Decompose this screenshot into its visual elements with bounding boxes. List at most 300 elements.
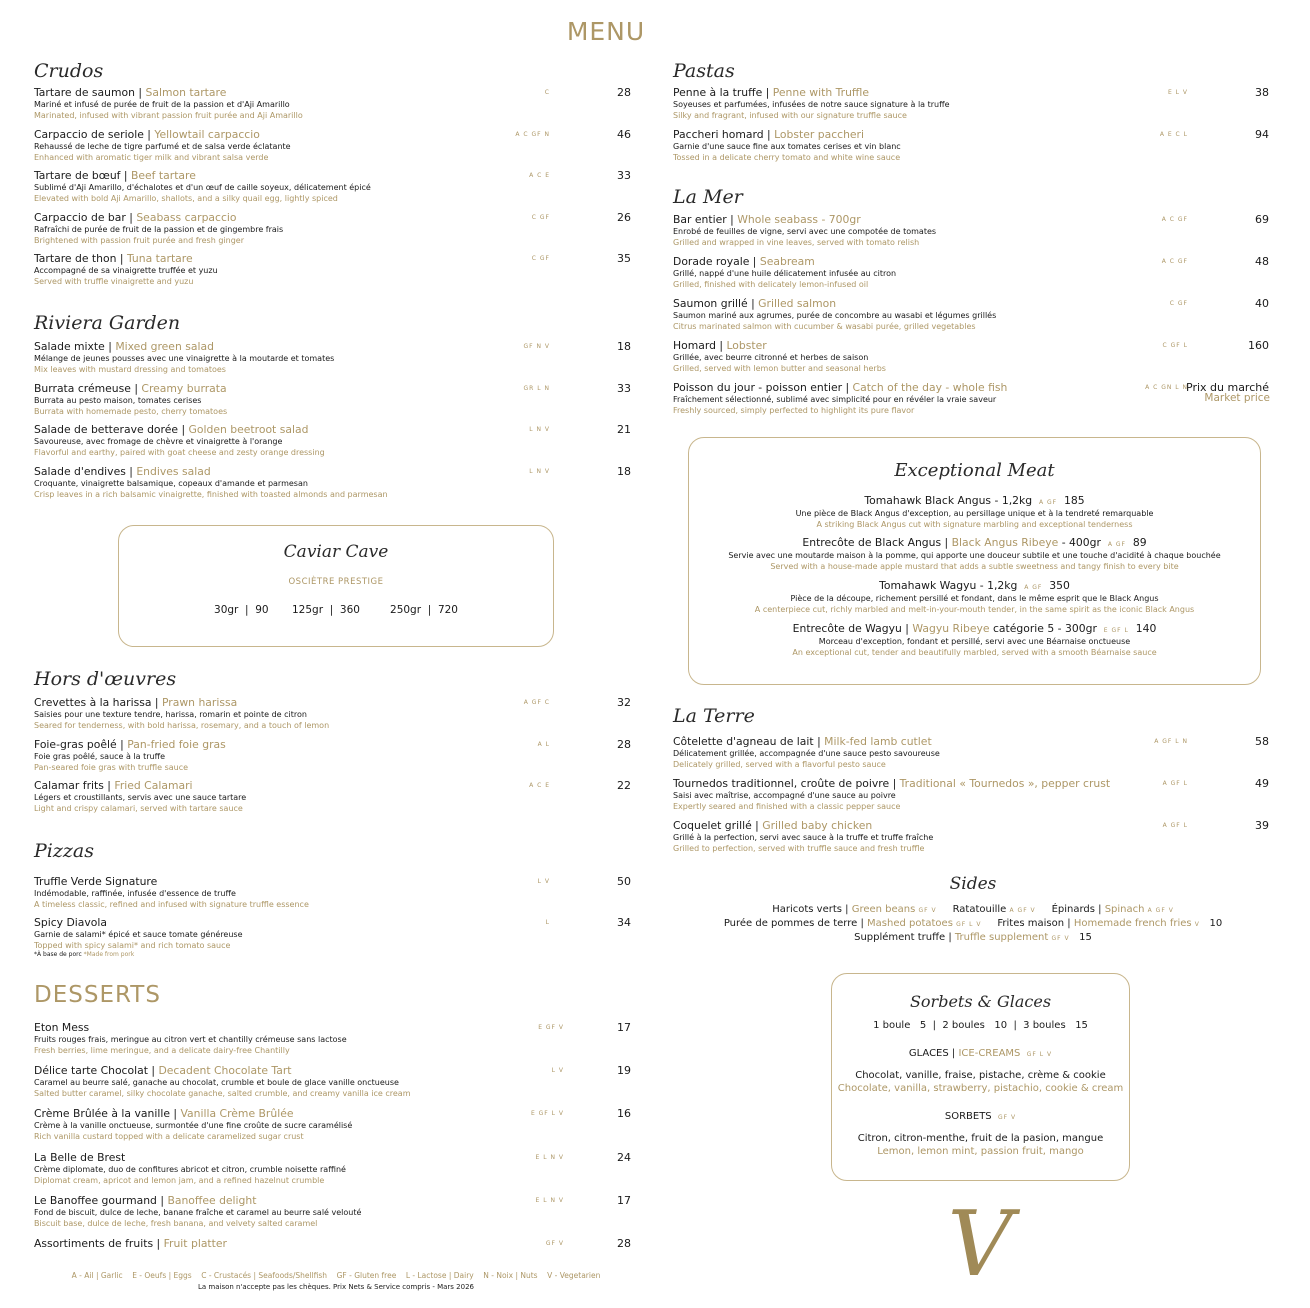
allergen-code: A GF — [1024, 584, 1043, 591]
menu-item — [673, 128, 901, 163]
menu-item — [34, 1194, 361, 1229]
menu-item — [673, 297, 996, 332]
side-fries: Frites maison | Homemade french fries V 10 — [997, 918, 1223, 929]
item-name-en: Fruit platter — [163, 1237, 227, 1250]
item-name-fr: Foie-gras poêlé — [34, 737, 117, 751]
item-name-en: Pan-fried foie gras — [127, 737, 226, 751]
item-name-fr: Assortiments de fruits — [34, 1237, 154, 1250]
item-desc-en: Burrata with homemade pesto, cherry tomatoes — [34, 406, 228, 416]
allergen-code: A C GF — [1161, 216, 1188, 223]
meat-desc-fr: Pièce de la découpe, richement persillé et fondant, dans le même esprit que le Black Angus — [790, 594, 1159, 603]
item-name-fr: Truffle Verde Signature — [34, 875, 158, 888]
item-desc-fr: Garnie d'une sauce fine aux tomates cerises et vin blanc — [673, 141, 901, 151]
item-desc-en: Biscuit base, dulce de leche, fresh banana, and velvety salted caramel — [34, 1219, 318, 1228]
item-name: Carpaccio de bar | Seabass carpaccio — [34, 210, 237, 224]
item-desc-fr: Crème diplomate, duo de confitures abricot et citron, crumble noisette raffiné — [34, 1165, 346, 1174]
menu-item — [34, 423, 325, 458]
allergen-code: L — [545, 919, 550, 926]
item-name-en: Whole seabass - 700gr — [737, 213, 861, 226]
item-name-en: Catch of the day - whole fish — [852, 381, 1008, 394]
item-name-en: Milk-fed lamb cutlet — [824, 735, 932, 748]
caviar-size-1: 30gr — [214, 604, 239, 616]
sides-row-2 — [673, 918, 1273, 929]
side-mashed: Purée de pommes de terre | Mashed potatoes GF L V — [723, 918, 982, 929]
item-name — [34, 875, 309, 888]
menu-item — [673, 381, 1007, 416]
menu-item — [673, 213, 936, 248]
item-desc-en: Fresh berries, lime meringue, and a delicate dairy-free Chantilly — [34, 1046, 290, 1055]
item-name: Le Banoffee gourmand | Banoffee delight — [34, 1194, 257, 1207]
menu-item — [673, 777, 1110, 812]
crudos-title: Crudos — [34, 60, 104, 82]
allergen-code: C GF — [531, 213, 550, 221]
menu-item — [34, 1151, 346, 1186]
meat-name-tail: catégorie 5 - 300gr — [989, 622, 1097, 635]
item-price: 50 — [617, 875, 631, 888]
allergen-code: A C GF N — [515, 130, 550, 138]
item-desc-en: Pan-seared foie gras with truffle sauce — [34, 762, 189, 772]
item-name: Crevettes à la harissa | Prawn harissa — [34, 696, 238, 709]
menu-item — [34, 875, 309, 910]
caviar-price-2: 360 — [339, 604, 360, 616]
allergen-code: A C E — [529, 172, 550, 179]
item-desc-en: Rich vanilla custard topped with a delicate caramelized sugar crust — [34, 1132, 304, 1141]
item-name-fr: Eton Mess — [34, 1021, 90, 1034]
item-desc-en: Flavorful and earthy, paired with goat cheese and zesty orange dressing — [34, 448, 325, 457]
item-desc-en: Grilled, finished with delicately lemon-infused oil — [673, 280, 869, 289]
item-name-en: Golden beetroot salad — [188, 423, 309, 436]
meat-desc-fr: Une pièce de Black Angus d'exception, au persillage unique et à la tendreté remarquable — [795, 509, 1154, 518]
item-desc-en: Diplomat cream, apricot and lemon jam, and a refined hazelnut crumble — [34, 1176, 325, 1185]
item-name: Crème Brûlée à la vanille | Vanilla Crème Brûlée — [34, 1107, 294, 1120]
item-desc-fr: Saisies pour une texture tendre, harissa, romarin et pointe de citron — [34, 710, 307, 719]
item-name: Burrata crémeuse | Creamy burrata — [34, 381, 227, 395]
item-name-en: Beef tartare — [130, 169, 196, 182]
item-price: 69 — [1255, 213, 1269, 226]
terre-title: La Terre — [673, 705, 755, 727]
menu-item — [673, 819, 933, 854]
item-name-en: Endives salad — [136, 464, 211, 478]
pork-note-en: *Made from pork — [83, 951, 135, 958]
allergen-code: L V — [537, 878, 550, 885]
item-desc-fr: Rehaussé de leche de tigre parfumé et de salsa verde éclatante — [34, 141, 291, 151]
side-ratatouille: Ratatouille A GF V — [952, 904, 1036, 915]
item-name: Tartare de saumon | Salmon tartare — [34, 86, 227, 99]
item-name-en: Banoffee delight — [167, 1194, 257, 1207]
caviar-size-2: 125gr — [292, 604, 324, 616]
item-price: 49 — [1255, 777, 1269, 790]
allergen-code: GF V — [545, 1240, 564, 1247]
item-name-fr: Homard — [673, 339, 716, 352]
menu-item — [34, 382, 227, 417]
item-price: 160 — [1248, 339, 1269, 352]
item-name: Tartare de thon | Tuna tartare — [34, 252, 193, 265]
menu-item — [34, 128, 291, 163]
item-name-fr: Calamar frits — [34, 779, 104, 792]
menu-item — [34, 738, 226, 773]
item-name-en: Salmon tartare — [145, 86, 227, 99]
item-name-fr: Burrata crémeuse — [34, 381, 131, 395]
sides-row-1 — [673, 904, 1273, 915]
item-name — [34, 916, 243, 929]
item-name-fr: Poisson du jour - poisson entier — [673, 381, 843, 394]
item-desc-fr: Rafraîchi de purée de fruit de la passion et de gingembre frais — [34, 224, 284, 234]
item-desc-fr: Mariné et infusé de purée de fruit de la passion et d'Aji Amarillo — [34, 100, 290, 109]
item-name-fr: Spicy Diavola — [34, 916, 108, 929]
item-name-fr: Tartare de bœuf — [34, 169, 121, 182]
item-price: 34 — [617, 916, 631, 929]
item-name: Salade de betterave dorée | Golden beetroot salad — [34, 423, 309, 436]
menu-item — [34, 916, 243, 951]
item-desc-en: Grilled, served with lemon butter and seasonal herbs — [673, 364, 886, 373]
item-price: 17 — [617, 1021, 631, 1034]
allergen-code: A GF L N — [1154, 738, 1188, 745]
meat-desc-fr: Servie avec une moutarde maison à la pomme, qui apporte une douceur subtile et une touche d'acidité à chaque bouchée — [728, 551, 1221, 560]
item-desc-en: Salted butter caramel, silky chocolate ganache, salted crumble, and creamy vanilla ice cream — [34, 1089, 411, 1098]
allergen-code: A L — [537, 740, 550, 748]
item-desc-fr: Croquante, vinaigrette balsamique, copeaux d'amande et parmesan — [34, 478, 308, 488]
item-desc-fr: Caramel au beurre salé, ganache au chocolat, crumble et boule de glace vanille onctueuse — [34, 1078, 399, 1087]
item-price: 22 — [617, 779, 631, 792]
menu-item — [673, 339, 886, 374]
item-desc-en: Silky and fragrant, infused with our signature truffle sauce — [673, 111, 907, 120]
menu-item — [34, 340, 334, 375]
item-desc-fr: Délicatement grillée, accompagnée d'une sauce pesto savoureuse — [673, 749, 940, 758]
item-desc-fr: Mélange de jeunes pousses avec une vinaigrette à la moutarde et tomates — [34, 354, 335, 363]
item-price: 18 — [617, 464, 631, 478]
footer-note: La maison n'accepte pas les chèques. Prix Nets & Service compris - Mars 2026 — [198, 1283, 474, 1291]
allergen-code: C GF L — [1162, 342, 1188, 349]
item-name-fr: Le Banoffee gourmand — [34, 1194, 157, 1207]
caviar-title: Caviar Cave — [283, 542, 389, 562]
item-name-fr: Côtelette d'agneau de lait — [673, 735, 814, 748]
allergen-legend: A - Ail | Garlic E - Oeufs | Eggs C - Crustacés | Seafoods/Shellfish GF - Gluten free L - Lactose | Dairy N - Noix | Nuts V - Vegetarien — [71, 1271, 601, 1280]
item-name: Homard | Lobster — [673, 339, 767, 352]
item-name-fr: Coquelet grillé — [673, 819, 752, 832]
item-name-fr: Tartare de saumon — [34, 86, 135, 99]
item-name-en: Seabass carpaccio — [136, 210, 237, 224]
allergen-code: A C GN L N — [1145, 384, 1188, 391]
item-name-en: Grilled baby chicken — [762, 819, 873, 832]
item-price: 26 — [617, 210, 631, 224]
allergen-code: A GF L — [1162, 780, 1188, 787]
item-desc-en: Expertly seared and finished with a classic pepper sauce — [673, 802, 901, 811]
menu-item — [34, 779, 246, 814]
meat-item-name — [689, 494, 1260, 507]
menu-item — [34, 1107, 352, 1142]
item-desc-en: Delicately grilled, served with a flavorful pesto sauce — [673, 760, 886, 769]
caviar-size-3: 250gr — [390, 604, 422, 616]
allergen-code: L V — [551, 1067, 564, 1074]
glaces-list-fr: Chocolat, vanille, fraise, pistache, crème & cookie — [855, 1070, 1106, 1081]
allergen-code: A C GF — [1161, 258, 1188, 265]
meat-name-fr: Entrecôte de Wagyu — [792, 622, 902, 635]
item-price: 48 — [1255, 255, 1269, 268]
item-desc-fr: Foie gras poêlé, sauce à la truffe — [34, 751, 166, 761]
mer-title: La Mer — [673, 186, 743, 208]
item-name — [34, 1021, 347, 1034]
item-name: Tartare de bœuf | Beef tartare — [34, 169, 196, 182]
item-desc-en: Light and crispy calamari, served with tartare sauce — [34, 804, 243, 813]
menu-item — [34, 86, 303, 121]
item-desc-fr: Indémodable, raffinée, infusée d'essence de truffe — [34, 889, 236, 898]
hors-title: Hors d'œuvres — [34, 668, 177, 690]
caviar-subtitle: OSCIÈTRE PRESTIGE — [288, 577, 384, 587]
allergen-code: GR L N — [523, 384, 550, 392]
item-price: 28 — [617, 86, 631, 99]
meat-price: 350 — [1049, 579, 1070, 592]
item-desc-en: Topped with spicy salami* and rich tomato sauce — [34, 941, 231, 950]
item-name-en: Creamy burrata — [141, 381, 227, 395]
item-name-en: Tuna tartare — [126, 252, 193, 265]
item-desc-en: Brightened with passion fruit purée and fresh ginger — [34, 235, 244, 245]
item-name-fr: Salade d'endives — [34, 464, 126, 478]
sides-title: Sides — [949, 874, 997, 894]
item-desc-en: Freshly sourced, simply perfected to highlight its pure flavor — [673, 406, 915, 415]
item-name-en: Traditional « Tournedos », pepper crust — [899, 777, 1111, 790]
item-name: Paccheri homard | Lobster paccheri — [673, 127, 865, 141]
item-desc-en: Crisp leaves in a rich balsamic vinaigrette, finished with toasted almonds and parmesan — [34, 489, 388, 499]
item-name-en: Penne with Truffle — [772, 86, 869, 99]
caviar-box — [118, 525, 554, 647]
pork-note — [34, 951, 134, 958]
allergen-code: C GF — [1169, 300, 1188, 307]
allergen-code: A E C L — [1159, 130, 1188, 138]
item-name-fr: Saumon grillé — [673, 297, 748, 310]
item-name-fr: Dorade royale — [673, 255, 750, 268]
item-name-en: Yellowtail carpaccio — [154, 127, 260, 141]
item-desc-fr: Fruits rouges frais, meringue au citron vert et chantilly crémeuse sans lactose — [34, 1035, 347, 1044]
item-desc-en: Citrus marinated salmon with cucumber & wasabi purée, grilled vegetables — [673, 322, 976, 331]
item-desc-fr: Soyeuses et parfumées, infusées de notre sauce signature à la truffe — [673, 100, 950, 109]
item-name: Calamar frits | Fried Calamari — [34, 779, 193, 792]
item-name: Foie-gras poêlé | Pan-fried foie gras — [34, 737, 226, 751]
meat-name-fr: Tomahawk Wagyu - 1,2kg — [879, 579, 1018, 592]
item-price: 39 — [1255, 819, 1269, 832]
item-name: Carpaccio de seriole | Yellowtail carpaccio — [34, 127, 260, 141]
sides-row-3: Supplément truffe | Truffle supplement GF V 15 — [854, 932, 1092, 943]
item-name — [34, 1151, 346, 1164]
meat-name-fr: Tomahawk Black Angus - 1,2kg — [864, 494, 1033, 507]
item-name-en: Vanilla Crème Brûlée — [180, 1107, 294, 1120]
item-name-fr: Tournedos traditionnel, croûte de poivre — [673, 777, 890, 790]
item-desc-fr: Savoureuse, avec fromage de chèvre et vinaigrette à l'orange — [34, 437, 283, 446]
item-price: 33 — [617, 169, 631, 182]
item-desc-fr: Grillé à la perfection, servi avec sauce à la truffe et truffe fraîche — [673, 833, 934, 842]
item-desc-en: Tossed in a delicate cherry tomato and white wine sauce — [673, 152, 901, 162]
allergen-code: E L N V — [535, 1154, 564, 1161]
sorbets-heading: SORBETS GF V — [944, 1111, 1017, 1122]
item-desc-fr: Légers et croustillants, servis avec une sauce tartare — [34, 793, 247, 802]
meat-desc-en: A striking Black Angus cut with signature marbling and exceptional tenderness — [816, 520, 1133, 529]
item-desc-en: Marinated, infused with vibrant passion fruit purée and Aji Amarillo — [34, 111, 303, 120]
item-price: 46 — [617, 127, 631, 141]
item-desc-fr: Fond de biscuit, dulce de leche, banane fraîche et caramel au beurre salé velouté — [34, 1208, 362, 1217]
meat-price: 185 — [1063, 494, 1085, 507]
side-spinach: Épinards | Spinach A GF V — [1051, 904, 1174, 915]
item-name-fr: Salade mixte — [34, 340, 105, 353]
item-name: Côtelette d'agneau de lait | Milk-fed lamb cutlet — [673, 735, 932, 748]
meat-name-en: Black Angus Ribeye — [951, 536, 1059, 549]
pork-note-fr: *À base de porc — [34, 951, 82, 958]
item-price: 24 — [617, 1151, 631, 1164]
item-name-en: Decadent Chocolate Tart — [158, 1064, 292, 1077]
sorbets-box — [831, 973, 1130, 1181]
item-price: 21 — [617, 423, 631, 436]
caviar-price-1: 90 — [255, 604, 269, 616]
allergen-code: GF N V — [523, 343, 550, 350]
sorbets-list-en: Lemon, lemon mint, passion fruit, mango — [877, 1146, 1084, 1157]
meat-item-name: Entrecôte de Black Angus | Black Angus Ribeye - 400gr A GF 89 — [802, 536, 1147, 549]
item-desc-fr: Garnie de salami* épicé et sauce tomate généreuse — [34, 930, 243, 939]
item-name-fr: La Belle de Brest — [34, 1151, 126, 1164]
item-price: 35 — [617, 252, 631, 265]
meat-desc-en: An exceptional cut, tender and beautifully marbled, served with a smooth Béarnaise sauce — [792, 648, 1157, 657]
item-desc-en: A timeless classic, refined and infused with signature truffle essence — [34, 900, 309, 909]
menu-item — [34, 169, 371, 204]
allergen-code: A GF — [1107, 541, 1126, 548]
item-desc-en: Grilled to perfection, served with truffle sauce and fresh truffle — [673, 844, 925, 853]
item-name-en: Seabream — [759, 255, 815, 268]
meat-title: Exceptional Meat — [894, 460, 1055, 481]
item-name-fr: Bar entier — [673, 213, 727, 226]
menu-item — [34, 211, 283, 246]
scoop-prices: 1 boule 5 | 2 boules 10 | 3 boules 15 — [873, 1020, 1088, 1031]
side-green-beans: Haricots verts | Green beans GF V — [772, 904, 937, 915]
item-name-fr: Carpaccio de seriole — [34, 127, 144, 141]
allergen-code: L N V — [529, 426, 550, 433]
item-name-fr: Carpaccio de bar — [34, 210, 126, 224]
allergen-code: E L N V — [535, 1197, 564, 1204]
item-desc-en: Enhanced with aromatic tiger milk and vibrant salsa verde — [34, 152, 269, 162]
item-price: 32 — [617, 696, 631, 709]
item-name-en: Lobster — [726, 339, 767, 352]
item-price: 18 — [617, 340, 631, 353]
item-desc-fr: Fraîchement sélectionné, sublimé avec simplicité pour en révéler la vraie saveur — [673, 395, 997, 404]
item-price: 28 — [617, 1237, 631, 1250]
item-name: Saumon grillé | Grilled salmon — [673, 297, 837, 310]
item-desc-fr: Saumon mariné aux agrumes, purée de concombre au wasabi et légumes grillés — [673, 311, 997, 320]
item-desc-fr: Accompagné de sa vinaigrette truffée et yuzu — [34, 266, 218, 275]
item-name: Penne à la truffe | Penne with Truffle — [673, 86, 869, 99]
riviera-title: Riviera Garden — [34, 312, 181, 334]
item-desc-fr: Sublimé d'Aji Amarillo, d'échalotes et d'un œuf de caille soyeux, délicatement épicé — [34, 183, 371, 192]
item-price: 94 — [1255, 127, 1269, 141]
caviar-price-3: 720 — [437, 604, 458, 616]
item-price: 19 — [617, 1064, 631, 1077]
market-price-en: Market price — [1204, 392, 1270, 404]
allergen-code: A C E — [529, 782, 550, 789]
sorbets-title: Sorbets & Glaces — [909, 992, 1052, 1011]
meat-item-name: Entrecôte de Wagyu | Wagyu Ribeye catégorie 5 - 300gr E GF L 140 — [792, 622, 1157, 635]
item-name: Bar entier | Whole seabass - 700gr — [673, 213, 861, 226]
meat-desc-en: Served with a house-made apple mustard that adds a subtle sweetness and tangy finish to every bite — [770, 562, 1179, 571]
item-name: Salade mixte | Mixed green salad — [34, 340, 214, 353]
meat-price: 140 — [1135, 622, 1157, 635]
item-name-en: Mixed green salad — [115, 340, 214, 353]
item-price: 58 — [1255, 735, 1269, 748]
meat-item-name — [689, 579, 1260, 592]
item-name: Tournedos traditionnel, croûte de poivre | Traditional « Tournedos », pepper crust — [673, 777, 1111, 790]
item-desc-en: Served with truffle vinaigrette and yuzu — [34, 277, 194, 286]
item-desc-fr: Burrata au pesto maison, tomates cerises — [34, 395, 202, 405]
pastas-title: Pastas — [673, 60, 735, 82]
item-price: 38 — [1255, 86, 1269, 99]
item-name: Assortiments de fruits | Fruit platter — [34, 1237, 227, 1250]
meat-name-fr: Entrecôte de Black Angus — [802, 536, 942, 549]
item-name: Coquelet grillé | Grilled baby chicken — [673, 819, 873, 832]
meat-name-en: Wagyu Ribeye — [912, 622, 990, 635]
item-name-fr: Penne à la truffe — [673, 86, 763, 99]
allergen-code: E GF V — [538, 1024, 564, 1031]
allergen-code: A GF L — [1162, 822, 1188, 829]
item-name-fr: Crevettes à la harissa — [34, 696, 152, 709]
allergen-code: E L V — [1167, 89, 1188, 96]
glaces-heading: GLACES | ICE-CREAMS GF L V — [908, 1048, 1053, 1059]
item-desc-en: Elevated with bold Aji Amarillo, shallots, and a silky quail egg, lightly spiced — [34, 194, 338, 203]
menu-item — [34, 1064, 411, 1099]
allergen-code: E GF L — [1103, 627, 1129, 634]
menu-title: MENU — [566, 17, 646, 46]
item-name: Dorade royale | Seabream — [673, 255, 815, 268]
item-name-fr: Salade de betterave dorée — [34, 423, 179, 436]
item-desc-fr: Grillé, nappé d'une huile délicatement infusée au citron — [673, 269, 897, 278]
item-price: 16 — [617, 1107, 631, 1120]
glaces-list-en: Chocolate, vanilla, strawberry, pistachio, cookie & cream — [837, 1083, 1124, 1094]
item-desc-fr: Saisi avec maîtrise, accompagné d'une sauce au poivre — [673, 791, 896, 800]
menu-item — [673, 255, 896, 290]
item-name-en: Lobster paccheri — [774, 127, 865, 141]
menu-item — [34, 696, 329, 731]
item-name: Salade d'endives | Endives salad — [34, 464, 211, 478]
item-name-fr: Délice tarte Chocolat — [34, 1064, 148, 1077]
meat-box — [688, 437, 1261, 685]
item-price: 40 — [1255, 297, 1269, 310]
caviar-prices: 30gr | 90 125gr | 360 250gr | 720 — [214, 604, 458, 616]
item-desc-fr: Grillée, avec beurre citronné et herbes de saison — [673, 353, 869, 362]
allergen-code: C — [544, 89, 550, 96]
item-price: Prix du marché — [1186, 381, 1269, 394]
allergen-code: A GF — [1038, 499, 1058, 506]
item-name-en: Fried Calamari — [114, 779, 193, 792]
item-price: 33 — [617, 381, 631, 395]
allergen-code: C GF — [531, 255, 550, 262]
item-name: Poisson du jour - poisson entier | Catch of the day - whole fish — [673, 381, 1008, 394]
item-desc-en: Seared for tenderness, with bold harissa, rosemary, and a touch of lemon — [34, 721, 330, 730]
item-name-fr: Paccheri homard — [673, 127, 764, 141]
item-desc-fr: Enrobé de feuilles de vigne, servi avec une compotée de tomates — [673, 227, 937, 236]
item-name-en: Prawn harissa — [161, 696, 238, 709]
logo-monogram: V — [947, 1192, 1013, 1297]
item-desc-en: Grilled and wrapped in vine leaves, served with tomato relish — [673, 238, 920, 247]
menu-item — [34, 1021, 347, 1056]
item-name-en: Grilled salmon — [758, 297, 837, 310]
meat-desc-en: A centerpiece cut, richly marbled and melt-in-your-mouth tender, in the same spirit as the iconic Black Angus — [754, 605, 1195, 614]
allergen-code: A GF C — [523, 699, 550, 706]
sorbets-list-fr: Citron, citron-menthe, fruit de la pasion, mangue — [857, 1133, 1104, 1144]
item-price: 28 — [617, 737, 631, 751]
menu-item — [34, 465, 388, 500]
menu-item — [34, 252, 218, 287]
item-name-fr: Crème Brûlée à la vanille — [34, 1107, 170, 1120]
allergen-code: L N V — [529, 467, 550, 475]
pizzas-title: Pizzas — [34, 840, 94, 862]
item-desc-fr: Crème à la vanille onctueuse, surmontée d'une fine croûte de sucre caramélisé — [34, 1121, 353, 1130]
meat-name-tail: - 400gr — [1058, 536, 1101, 549]
menu-item — [673, 86, 950, 121]
allergen-code: E GF L V — [530, 1110, 564, 1117]
item-price: 17 — [617, 1194, 631, 1207]
